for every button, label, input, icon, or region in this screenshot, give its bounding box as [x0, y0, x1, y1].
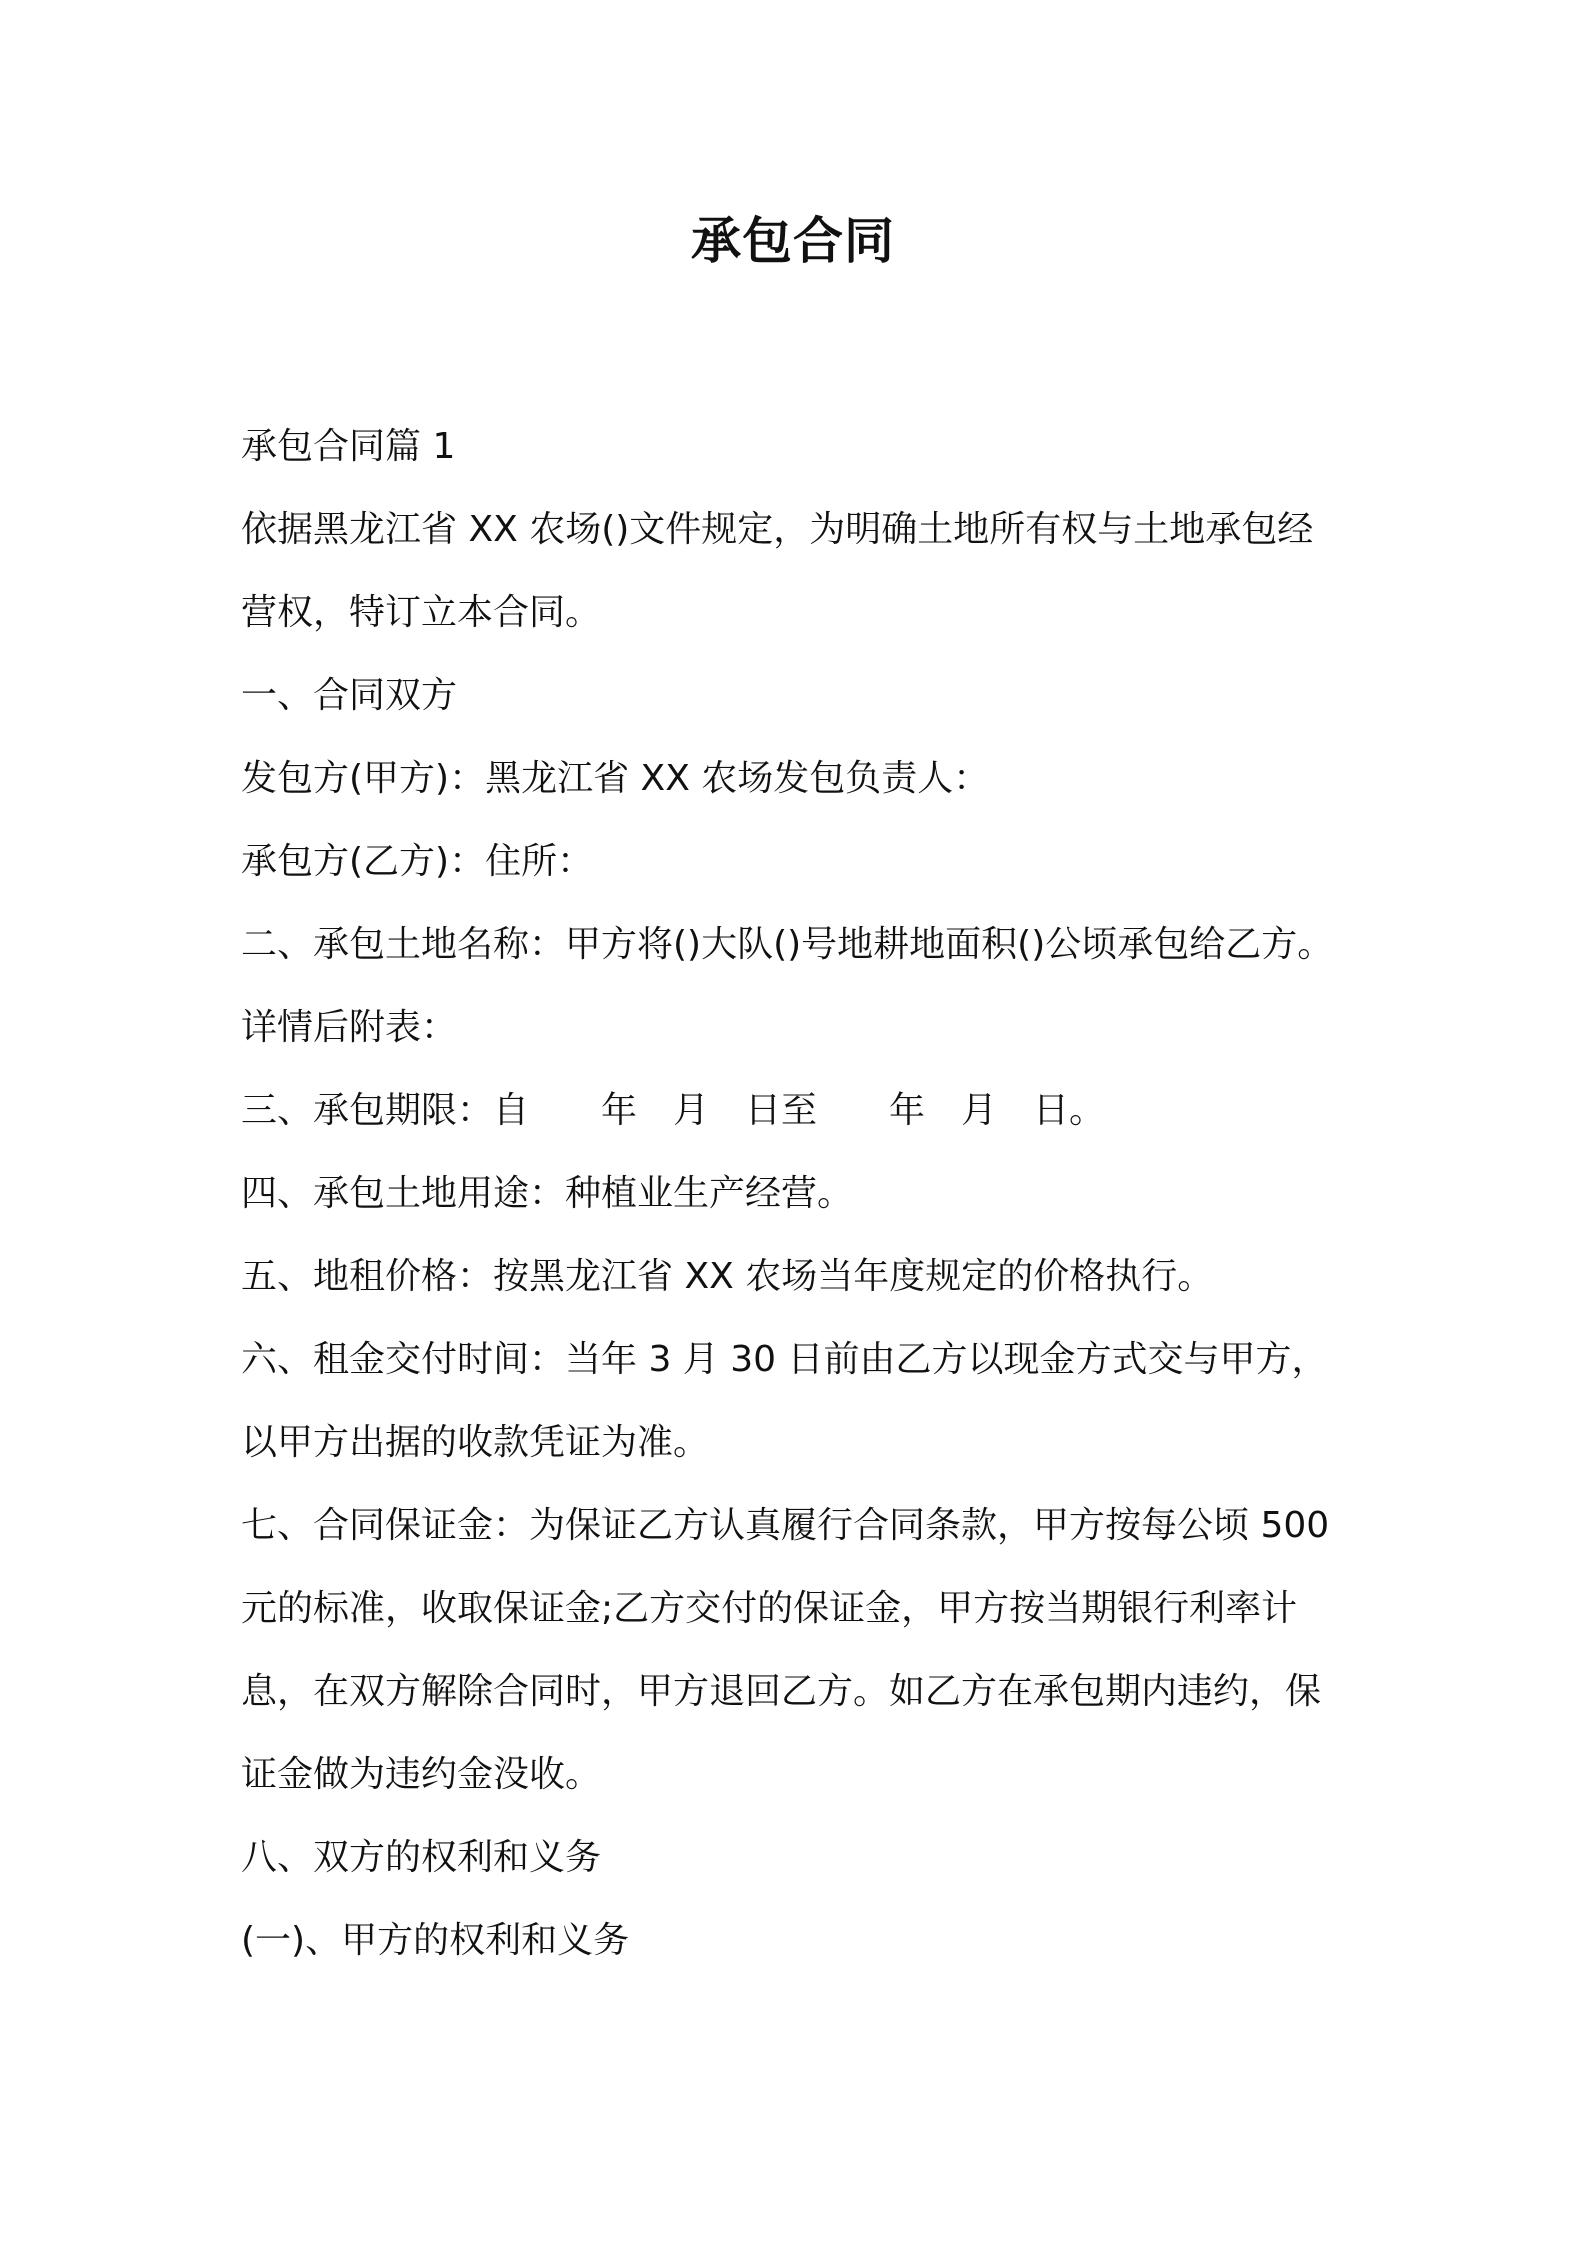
body-line: 营权，特订立本合同。: [241, 592, 602, 633]
clause-line: 三、承包期限：自 年 月 日至 年 月 日。: [241, 1090, 1106, 1131]
document-body: [241, 405, 1361, 1982]
clause-line: 六、租金交付时间：当年 3 月 30 日前由乙方以现金方式交与甲方，: [241, 1339, 1328, 1380]
clause-heading: 一、合同双方: [241, 675, 458, 716]
clause-line: 四、承包土地用途：种植业生产经营。: [241, 1173, 854, 1214]
section-heading: 承包合同篇 1: [241, 426, 456, 467]
clause-line: 七、合同保证金：为保证乙方认真履行合同条款，甲方按每公顷 500: [241, 1505, 1330, 1546]
body-line: 证金做为违约金没收。: [241, 1754, 602, 1795]
body-line: 详情后附表：: [241, 1007, 458, 1048]
subclause-heading: (一)、甲方的权利和义务: [241, 1920, 630, 1961]
body-line: 承包方(乙方)：住所：: [241, 841, 594, 882]
clause-line: 五、地租价格：按黑龙江省 XX 农场当年度规定的价格执行。: [241, 1256, 1214, 1297]
body-line: 元的标准，收取保证金;乙方交付的保证金，甲方按当期银行利率计: [241, 1588, 1298, 1629]
body-line: 以甲方出据的收款凭证为准。: [241, 1422, 710, 1463]
clause-line: 二、承包土地名称：甲方将()大队()号地耕地面积()公顷承包给乙方。: [241, 924, 1334, 965]
document-title: 承包合同: [691, 212, 895, 270]
clause-heading: 八、双方的权利和义务: [241, 1837, 602, 1878]
body-line: 发包方(甲方)：黑龙江省 XX 农场发包负责人：: [241, 758, 990, 799]
body-line: 依据黑龙江省 XX 农场()文件规定，为明确土地所有权与土地承包经: [241, 509, 1314, 550]
body-line: 息，在双方解除合同时，甲方退回乙方。如乙方在承包期内违约，保: [241, 1671, 1322, 1712]
